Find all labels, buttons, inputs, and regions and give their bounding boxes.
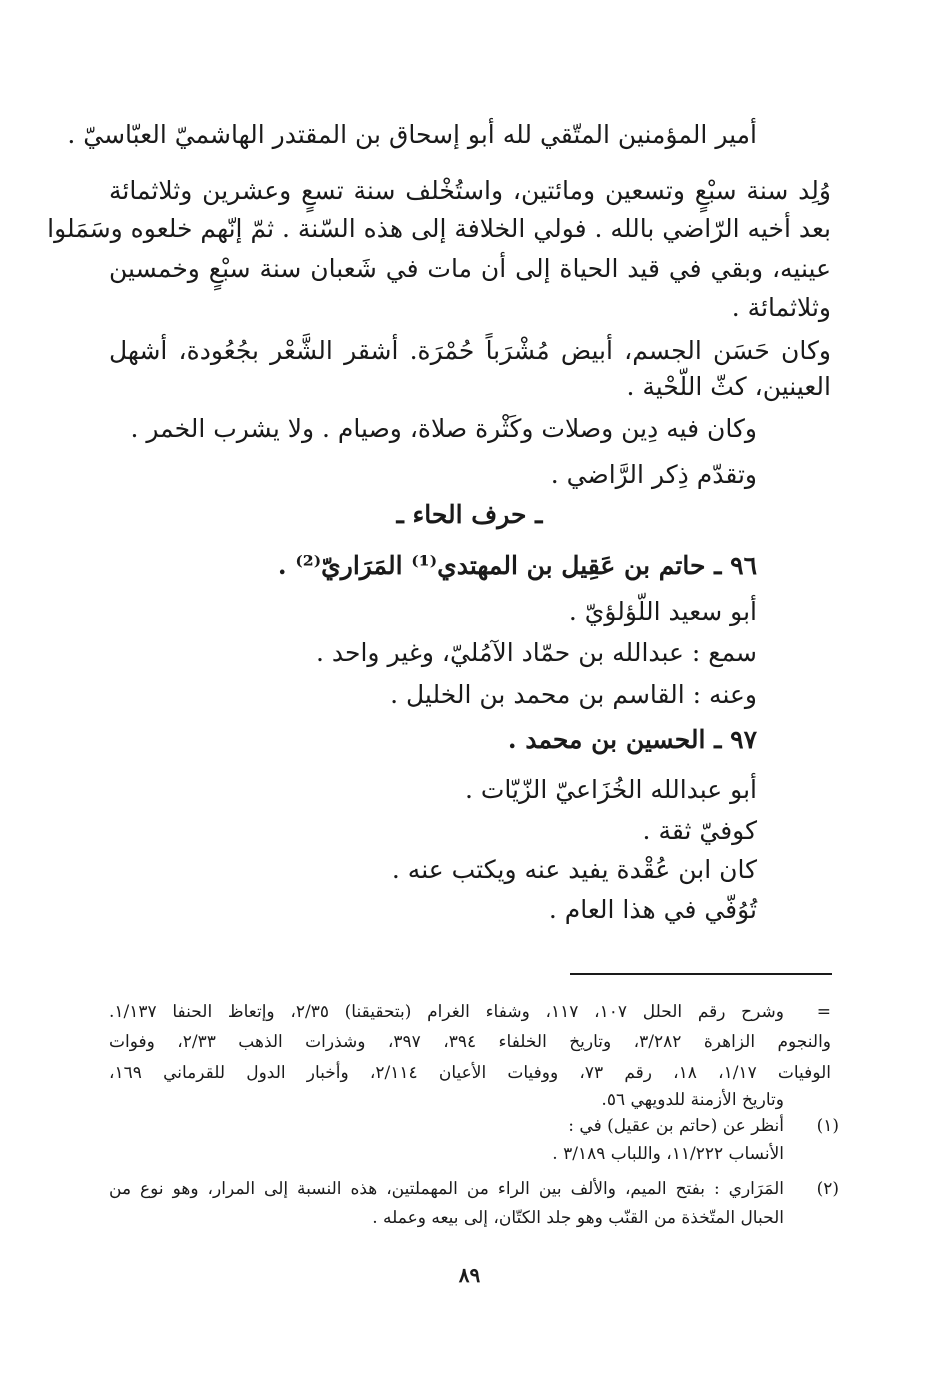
- body-line-8: وكان فيه دِين وصلات وكَثْرة صلاة، وصيام . ولا يشرب الخمر .: [130, 414, 757, 443]
- body-line-1: أمير المؤمنين المتّقي لله أبو إسحاق بن المقتدر الهاشميّ العبّاسيّ .: [67, 120, 757, 149]
- body-line-5: وثلاثمائة .: [731, 293, 831, 322]
- footnote-continuation-line-4: وتاريخ الأزمنة للدويهي ٥٦.: [601, 1090, 784, 1110]
- footnote-1-line-1: أنظر عن (حاتم بن عقيل) في :: [568, 1116, 784, 1136]
- body-line-3: بعد أخيه الرّاضي بالله . فولي الخلافة إلى هذه السّنة . ثمّ إنّهم خلعوه وسَمَلوا: [47, 214, 831, 243]
- footnote-2-line-1: المَرَاري : بفتح الميم، والألف بين الراء من المهملتين، هذه النسبة إلى المرار، وهو نوع من: [109, 1179, 784, 1199]
- footnote-continuation-line-1: وشرح رقم الحلل ١٠٧، ١١٧، وشفاء الغرام (بتحقيقنا) ٢/٣٥، وإتعاظ الحنفا ١/١٣٧.: [109, 1002, 784, 1022]
- body-line-7: العينين، كثّ اللّحْية .: [626, 372, 831, 401]
- footnote-1-number: (١): [816, 1116, 839, 1136]
- footnote-2-number: (٢): [816, 1179, 839, 1199]
- entry-97-line-3: كان ابن عُقْدة يفيد عنه ويكتب عنه .: [391, 855, 757, 884]
- footnote-continuation-line-2: والنجوم الزاهرة ٣/٢٨٢، وتاريخ الخلفاء ٣٩٤، ٣٩٧، وشذرات الذهب ٢/٣٣، وفوات: [109, 1032, 832, 1052]
- footnote-continuation-marker: =: [816, 1002, 831, 1022]
- body-line-4: عينيه، وبقي في قيد الحياة إلى أن مات في شَعبان سنة سبْعٍ وخمسين: [109, 254, 831, 283]
- body-line-2: وُلِد سنة سبْعٍ وتسعين ومائتين، واستُخْلف سنة تسعٍ وعشرين وثلاثمائة: [109, 176, 831, 205]
- body-line-9: وتقدّم ذِكر الرَّاضي .: [550, 460, 757, 489]
- entry-97-heading: ٩٧ ـ الحسين بن محمد .: [507, 725, 757, 754]
- footnote-1-line-2: الأنساب ١١/٢٢٢، واللباب ٣/١٨٩ .: [552, 1144, 784, 1164]
- entry-97-line-1: أبو عبدالله الخُزَاعيّ الزّيّات .: [464, 775, 757, 804]
- footnote-2-line-2: الحبال المتّخذة من القنّب وهو جلد الكتّان، إلى بيعه وعمله .: [372, 1208, 784, 1228]
- footnote-continuation-line-3: الوفيات ١/١٧، ١٨، رقم ٧٣، ووفيات الأعيان ٢/١١٤، وأخبار الدول للقرماني ١٦٩،: [109, 1063, 831, 1083]
- entry-96-line-2: سمع : عبدالله بن حمّاد الآمُليّ، وغير واحد .: [316, 638, 757, 667]
- entry-96-line-3: وعنه : القاسم بن محمد بن الخليل .: [390, 680, 757, 709]
- footnote-rule: [570, 973, 832, 975]
- body-line-6: وكان حَسَن الجسم، أبيض مُشْرَباً حُمْرَة. أشقر الشَّعْر بجُعُودة، أشهل: [109, 336, 831, 365]
- entry-97-line-2: كوفيّ ثقة .: [642, 816, 757, 845]
- section-heading: ـ حرف الحاء ـ: [396, 500, 543, 529]
- page-number: ٨٩: [458, 1263, 481, 1287]
- entry-96-heading: ٩٦ ـ حاتم بن عَقِيل بن المهتدي⁽¹⁾ المَرَاريّ⁽²⁾ .: [277, 551, 757, 580]
- entry-96-line-1: أبو سعيد اللّؤلؤيّ .: [568, 597, 757, 626]
- entry-97-line-4: تُوُفّي في هذا العام .: [548, 895, 757, 924]
